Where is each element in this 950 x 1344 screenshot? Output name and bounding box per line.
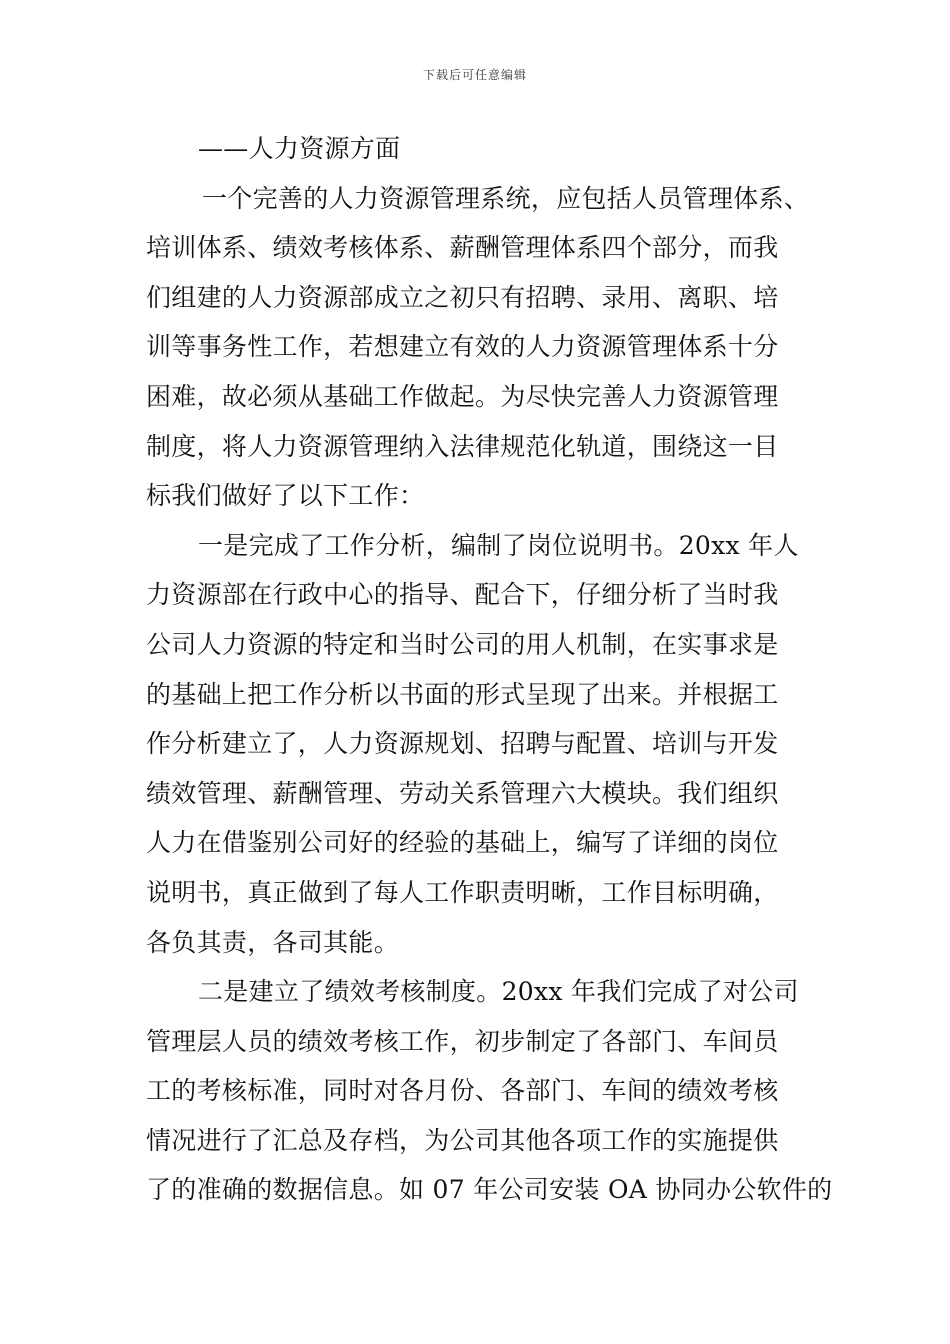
text-line: 一是完成了工作分析，编制了岗位说明书。20xx 年人 [198,530,799,560]
text-line: 绩效管理、薪酬管理、劳动关系管理六大模块。我们组织 [146,778,779,808]
text-line: 各负其责，各司其能。 [146,927,400,957]
text-line: 说明书，真正做到了每人工作职责明晰，工作目标明确， [146,877,779,907]
text-line: 培训体系、绩效考核体系、薪酬管理体系四个部分，而我 [146,233,779,263]
text-line: 管理层人员的绩效考核工作，初步制定了各部门、车间员 [146,1026,779,1056]
text-line: 标我们做好了以下工作： [146,481,425,511]
text-line: 们组建的人力资源部成立之初只有招聘、录用、离职、培 [146,282,779,312]
text-line: 工的考核标准，同时对各月份、各部门、车间的绩效考核 [146,1076,779,1106]
text-line: 制度，将人力资源管理纳入法律规范化轨道，围绕这一目 [146,431,779,461]
text-line: 训等事务性工作，若想建立有效的人力资源管理体系十分 [146,332,779,362]
text-line: 力资源部在行政中心的指导、配合下，仔细分析了当时我 [146,580,779,610]
text-line: 作分析建立了，人力资源规划、招聘与配置、培训与开发 [146,729,779,759]
text-line: 二是建立了绩效考核制度。20xx 年我们完成了对公司 [198,977,799,1007]
document-body [146,124,833,1215]
text-line: 了的准确的数据信息。如 07 年公司安装 OA 协同办公软件的 [146,1175,833,1205]
text-line: 一个完善的人力资源管理系统，应包括人员管理体系、 [202,183,810,213]
text-line: ——人力资源方面 [198,134,401,163]
text-line: 困难，故必须从基础工作做起。为尽快完善人力资源管理 [146,381,779,411]
header-note: 下载后可任意编辑 [422,68,527,82]
text-line: 人力在借鉴别公司好的经验的基础上，编写了详细的岗位 [146,828,779,858]
text-line: 的基础上把工作分析以书面的形式呈现了出来。并根据工 [146,679,779,709]
text-line: 情况进行了汇总及存档，为公司其他各项工作的实施提供 [146,1125,779,1155]
text-line: 公司人力资源的特定和当时公司的用人机制，在实事求是 [146,629,779,659]
